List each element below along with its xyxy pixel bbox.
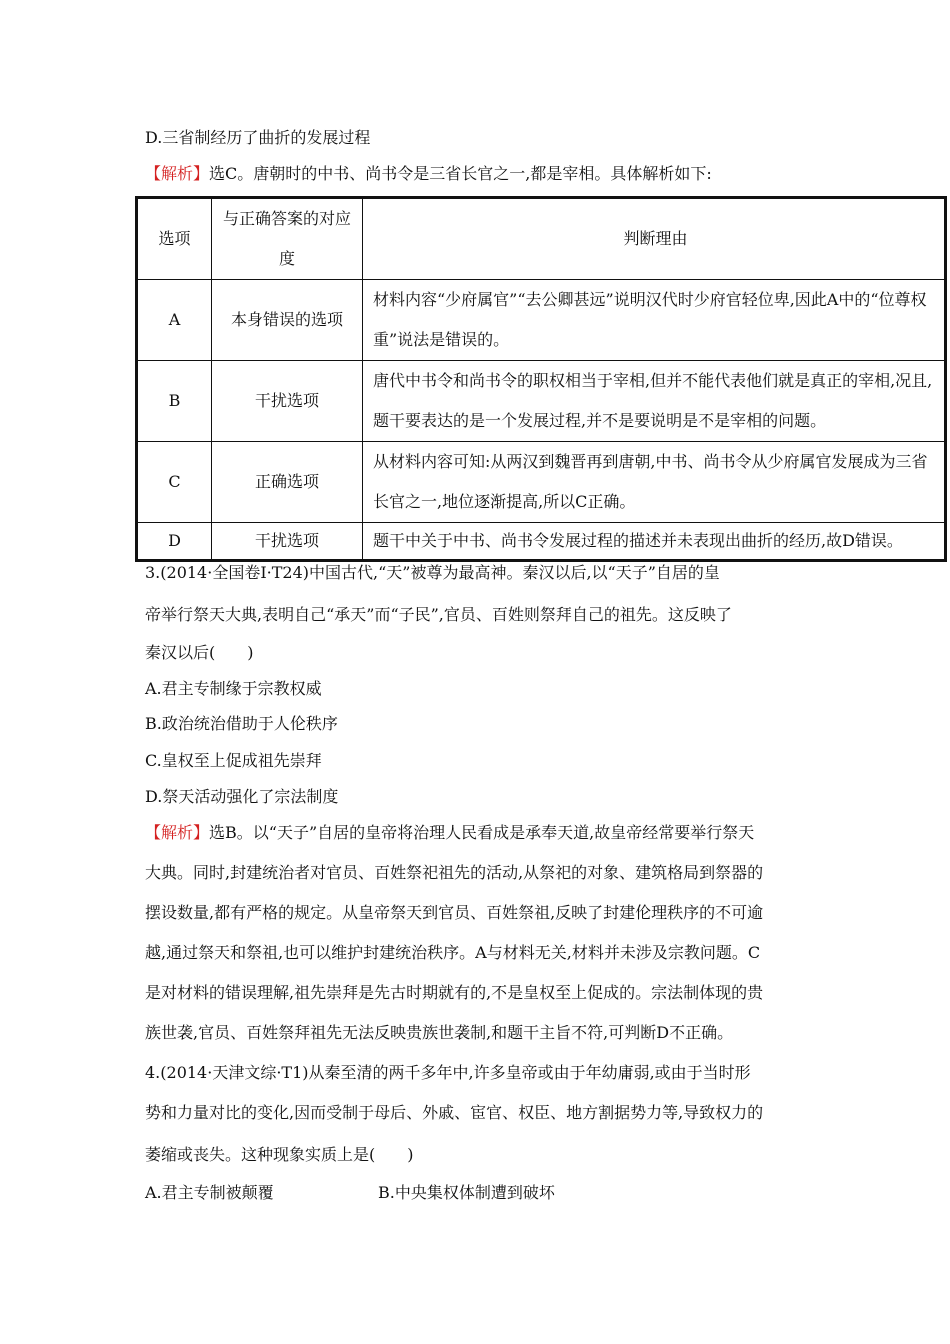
analysis-text: 选C。唐朝时的中书、尚书令是三省长官之一,都是宰相。具体解析如下: — [209, 164, 712, 183]
row-type: 干扰选项 — [212, 361, 363, 442]
header-option: 选项 — [137, 198, 212, 280]
q3-analysis-line: 大典。同时,封建统治者对官员、百姓祭祀祖先的活动,从祭祀的对象、建筑格局到祭器的 — [145, 863, 764, 882]
row-reason: 题干中关于中书、尚书令发展过程的描述并未表现出曲折的经历,故D错误。 — [363, 523, 946, 561]
q3-stem-line: 帝举行祭天大典,表明自己“承天”而“子民”,官员、百姓则祭拜自己的祖先。这反映了 — [145, 605, 732, 624]
q3-analysis-line: 族世袭,官员、百姓祭拜祖先无法反映贵族世袭制,和题干主旨不符,可判断D不正确。 — [145, 1023, 734, 1042]
q3-option-a: A.君主专制缘于宗教权威 — [145, 679, 322, 698]
q3-option-b: B.政治统治借助于人伦秩序 — [145, 714, 338, 733]
row-type: 干扰选项 — [212, 523, 363, 561]
row-reason: 从材料内容可知:从两汉到魏晋再到唐朝,中书、尚书令从少府属官发展成为三省长官之一,地位逐渐提高,所以C正确。 — [363, 442, 946, 523]
row-type: 正确选项 — [212, 442, 363, 523]
q3-stem-line: 3.(2014·全国卷Ⅰ·T24)中国古代,“天”被尊为最高神。秦汉以后,以“天子”自居的皇 — [145, 563, 720, 582]
header-reason: 判断理由 — [363, 198, 946, 280]
table-row — [137, 361, 946, 442]
q3-analysis-line: 越,通过祭天和祭祖,也可以维护封建统治秩序。A与材料无关,材料并未涉及宗教问题。C — [145, 943, 761, 962]
row-reason: 唐代中书令和尚书令的职权相当于宰相,但并不能代表他们就是真正的宰相,况且,题干要表达的是一个发展过程,并不是要说明是不是宰相的问题。 — [363, 361, 946, 442]
q4-stem-line: 势和力量对比的变化,因而受制于母后、外戚、宦官、权臣、地方割据势力等,导致权力的 — [145, 1103, 764, 1122]
row-type: 本身错误的选项 — [212, 280, 363, 361]
analysis-text: 选B。以“天子”自居的皇帝将治理人民看成是承奉天道,故皇帝经常要举行祭天 — [209, 823, 755, 842]
table-row — [137, 442, 946, 523]
analysis-table — [135, 196, 947, 562]
q3-analysis-line: 摆设数量,都有严格的规定。从皇帝祭天到官员、百姓祭祖,反映了封建伦理秩序的不可逾 — [145, 903, 764, 922]
q3-option-d: D.祭天活动强化了宗法制度 — [145, 787, 339, 806]
q3-stem-line: 秦汉以后( ) — [145, 643, 254, 662]
row-option: B — [137, 361, 212, 442]
table-header-row — [137, 198, 946, 280]
q4-stem-line: 4.(2014·天津文综·T1)从秦至清的两千多年中,许多皇帝或由于年幼庸弱,或由于当时形 — [145, 1063, 751, 1082]
q3-analysis-line: 是对材料的错误理解,祖先崇拜是先古时期就有的,不是皇权至上促成的。宗法制体现的贵 — [145, 983, 764, 1002]
q3-analysis-line — [145, 823, 754, 843]
row-option: C — [137, 442, 212, 523]
table-row — [137, 523, 946, 561]
q4-option-a: A.君主专制被颠覆 — [145, 1183, 274, 1202]
q2-option-d: D.三省制经历了曲折的发展过程 — [145, 128, 371, 147]
q3-option-c: C.皇权至上促成祖先崇拜 — [145, 751, 322, 770]
analysis-tag: 【解析】 — [145, 164, 210, 183]
row-reason: 材料内容“少府属官”“去公卿甚远”说明汉代时少府官轻位卑,因此A中的“位尊权重”说法是错误的。 — [363, 280, 946, 361]
q2-analysis — [145, 164, 712, 184]
analysis-tag: 【解析】 — [145, 823, 210, 842]
q4-stem-line: 萎缩或丧失。这种现象实质上是( ) — [145, 1145, 414, 1164]
q4-option-b: B.中央集权体制遭到破坏 — [378, 1183, 555, 1202]
row-option: A — [137, 280, 212, 361]
row-option: D — [137, 523, 212, 561]
table-row — [137, 280, 946, 361]
header-correspondence: 与正确答案的对应度 — [212, 198, 363, 280]
